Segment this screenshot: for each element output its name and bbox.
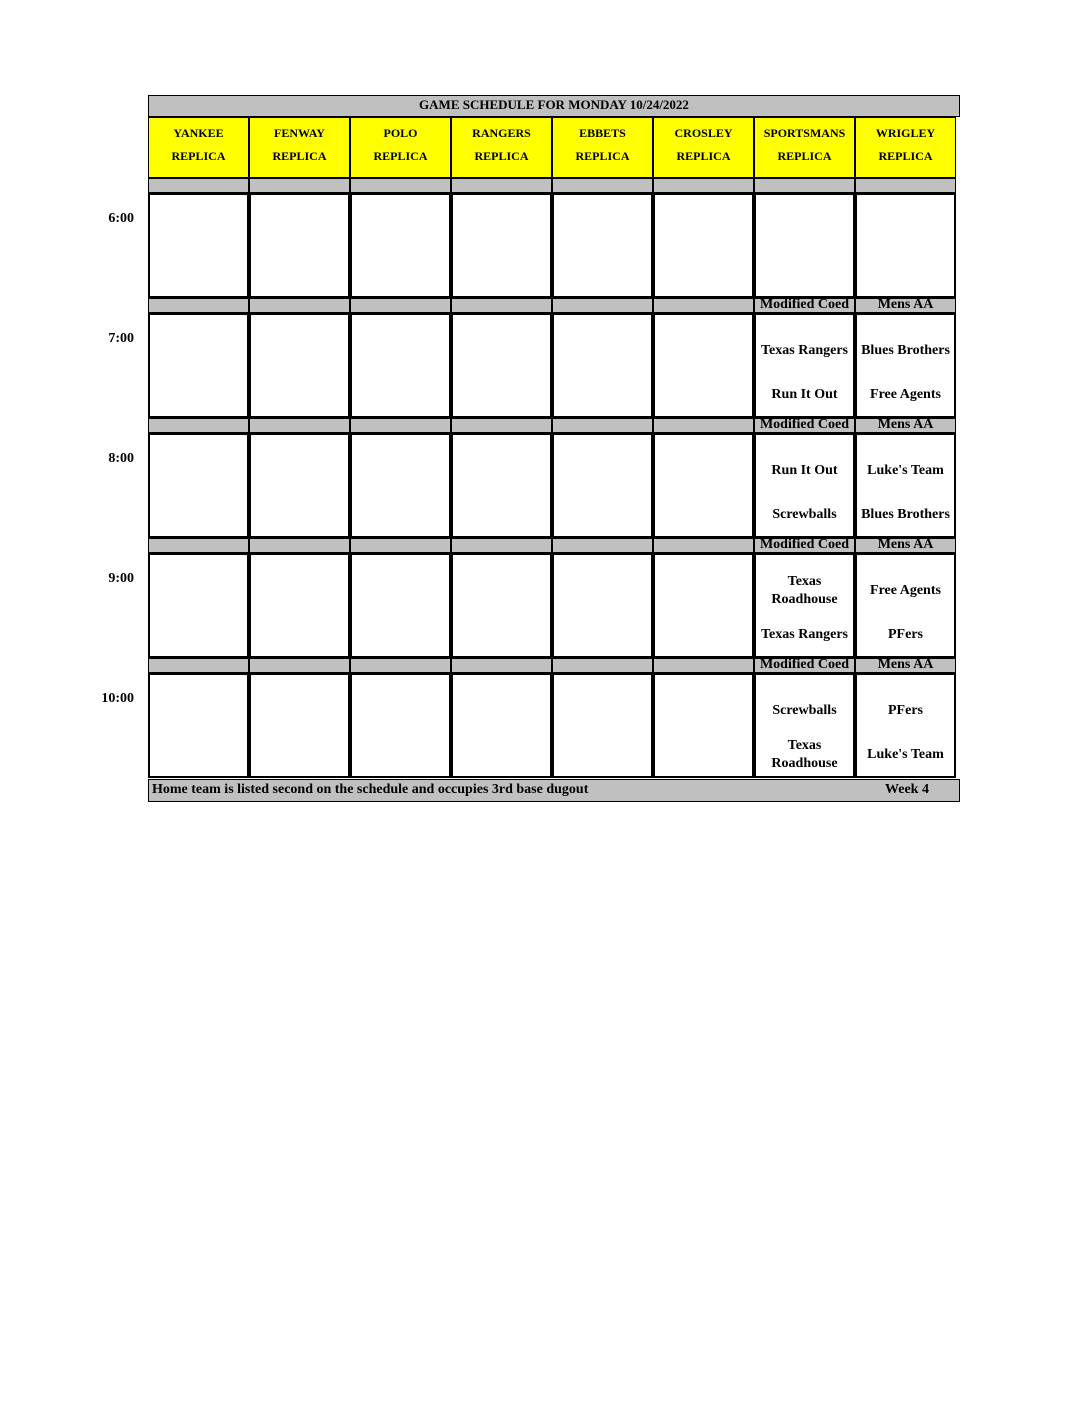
field-header [451, 117, 552, 178]
schedule-title: GAME SCHEDULE FOR MONDAY 10/24/2022 [148, 95, 960, 117]
field-header [754, 117, 855, 178]
division-bar [653, 178, 754, 193]
game-cell[interactable] [653, 313, 754, 418]
home-team: PFers [888, 627, 923, 642]
away-team: PFers [888, 703, 923, 718]
field-name: FENWAY [274, 126, 325, 140]
division-bar [754, 178, 855, 193]
field-header [148, 117, 249, 178]
away-team: Screwballs [772, 703, 837, 718]
field-name: EBBETS [579, 126, 626, 140]
division-bar [249, 418, 350, 433]
division-bar [148, 298, 249, 313]
home-team: Texas Roadhouse [771, 738, 838, 771]
field-name: POLO [383, 126, 418, 140]
time-label: 7:00 [108, 331, 134, 346]
game-cell[interactable] [855, 193, 956, 298]
division-bar [653, 658, 754, 673]
field-subtitle: REPLICA [777, 149, 832, 163]
game-cell[interactable] [653, 193, 754, 298]
division-bar [552, 178, 653, 193]
game-cell[interactable] [552, 553, 653, 658]
away-team: Free Agents [870, 583, 941, 598]
division-bar [148, 658, 249, 673]
division-bar [451, 538, 552, 553]
division-bar [249, 658, 350, 673]
game-cell[interactable] [855, 673, 956, 778]
division-bar [148, 178, 249, 193]
game-cell[interactable] [552, 433, 653, 538]
schedule-table [148, 95, 960, 802]
game-cell[interactable] [855, 433, 956, 538]
division-bar [653, 538, 754, 553]
game-cell[interactable] [653, 433, 754, 538]
field-name: WRIGLEY [875, 126, 936, 140]
game-cell[interactable] [148, 433, 249, 538]
game-cell[interactable] [148, 553, 249, 658]
division-bar [350, 418, 451, 433]
field-subtitle: REPLICA [474, 149, 529, 163]
division-bar: Mens AA [855, 418, 956, 433]
game-cell[interactable] [148, 673, 249, 778]
away-team: Texas Rangers [761, 343, 848, 358]
field-subtitle: REPLICA [676, 149, 731, 163]
week-label: Week 4 [885, 782, 929, 797]
time-label: 10:00 [101, 691, 134, 706]
division-bar [350, 658, 451, 673]
game-cell[interactable] [249, 313, 350, 418]
game-cell[interactable] [653, 553, 754, 658]
division-bar [148, 418, 249, 433]
field-subtitle: REPLICA [272, 149, 327, 163]
game-cell[interactable] [249, 193, 350, 298]
away-team: Blues Brothers [861, 343, 950, 358]
field-name: YANKEE [173, 126, 224, 140]
home-team: Luke's Team [867, 747, 944, 762]
game-cell[interactable] [451, 313, 552, 418]
division-bar: Mens AA [855, 538, 956, 553]
home-team: Screwballs [772, 507, 837, 522]
division-bar [552, 538, 653, 553]
game-cell[interactable] [451, 553, 552, 658]
game-cell[interactable] [350, 553, 451, 658]
division-bar [249, 538, 350, 553]
division-bar [249, 298, 350, 313]
field-name: RANGERS [472, 126, 531, 140]
game-cell[interactable] [350, 193, 451, 298]
division-bar [350, 178, 451, 193]
game-cell[interactable] [754, 193, 855, 298]
field-subtitle: REPLICA [171, 149, 226, 163]
game-cell[interactable] [148, 313, 249, 418]
division-bar [249, 178, 350, 193]
division-bar [653, 418, 754, 433]
away-team: Luke's Team [867, 463, 944, 478]
game-cell[interactable] [653, 673, 754, 778]
game-cell[interactable] [855, 313, 956, 418]
field-header [249, 117, 350, 178]
division-bar: Modified Coed [754, 298, 855, 313]
game-cell[interactable] [451, 673, 552, 778]
field-header [350, 117, 451, 178]
home-team: Free Agents [870, 387, 941, 402]
division-bar [451, 298, 552, 313]
home-team-note: Home team is listed second on the schedule and occupies 3rd base dugout [152, 782, 589, 797]
division-bar: Modified Coed [754, 418, 855, 433]
home-team: Blues Brothers [861, 507, 950, 522]
game-cell[interactable] [249, 433, 350, 538]
division-bar [552, 298, 653, 313]
field-header [653, 117, 754, 178]
field-subtitle: REPLICA [878, 149, 933, 163]
field-header [855, 117, 956, 178]
division-bar [451, 418, 552, 433]
time-label: 6:00 [108, 211, 134, 226]
schedule-footer [148, 779, 960, 802]
home-team: Texas Rangers [761, 627, 848, 642]
game-cell[interactable] [552, 313, 653, 418]
game-cell[interactable] [552, 673, 653, 778]
division-bar [653, 298, 754, 313]
field-subtitle: REPLICA [575, 149, 630, 163]
game-cell[interactable] [249, 553, 350, 658]
division-bar [552, 418, 653, 433]
game-cell[interactable] [350, 433, 451, 538]
game-cell[interactable] [754, 673, 855, 778]
field-name: CROSLEY [674, 126, 733, 140]
division-bar [451, 178, 552, 193]
time-label: 9:00 [108, 571, 134, 586]
division-bar: Mens AA [855, 658, 956, 673]
game-cell[interactable] [754, 553, 855, 658]
game-cell[interactable] [350, 313, 451, 418]
game-cell[interactable] [855, 553, 956, 658]
game-cell[interactable] [754, 433, 855, 538]
game-cell[interactable] [249, 673, 350, 778]
game-cell[interactable] [552, 193, 653, 298]
division-bar [148, 538, 249, 553]
division-bar: Modified Coed [754, 658, 855, 673]
game-cell[interactable] [451, 193, 552, 298]
away-team: Run It Out [771, 463, 838, 478]
game-cell[interactable] [148, 193, 249, 298]
division-bar [350, 538, 451, 553]
field-header [552, 117, 653, 178]
division-bar: Mens AA [855, 298, 956, 313]
field-subtitle: REPLICA [373, 149, 428, 163]
division-bar: Modified Coed [754, 538, 855, 553]
away-team: Texas Roadhouse [771, 574, 838, 607]
game-cell[interactable] [451, 433, 552, 538]
game-cell[interactable] [754, 313, 855, 418]
division-bar [451, 658, 552, 673]
division-bar [855, 178, 956, 193]
home-team: Run It Out [771, 387, 838, 402]
field-name: SPORTSMANS [763, 126, 846, 140]
division-bar [350, 298, 451, 313]
division-bar [552, 658, 653, 673]
time-label: 8:00 [108, 451, 134, 466]
game-cell[interactable] [350, 673, 451, 778]
